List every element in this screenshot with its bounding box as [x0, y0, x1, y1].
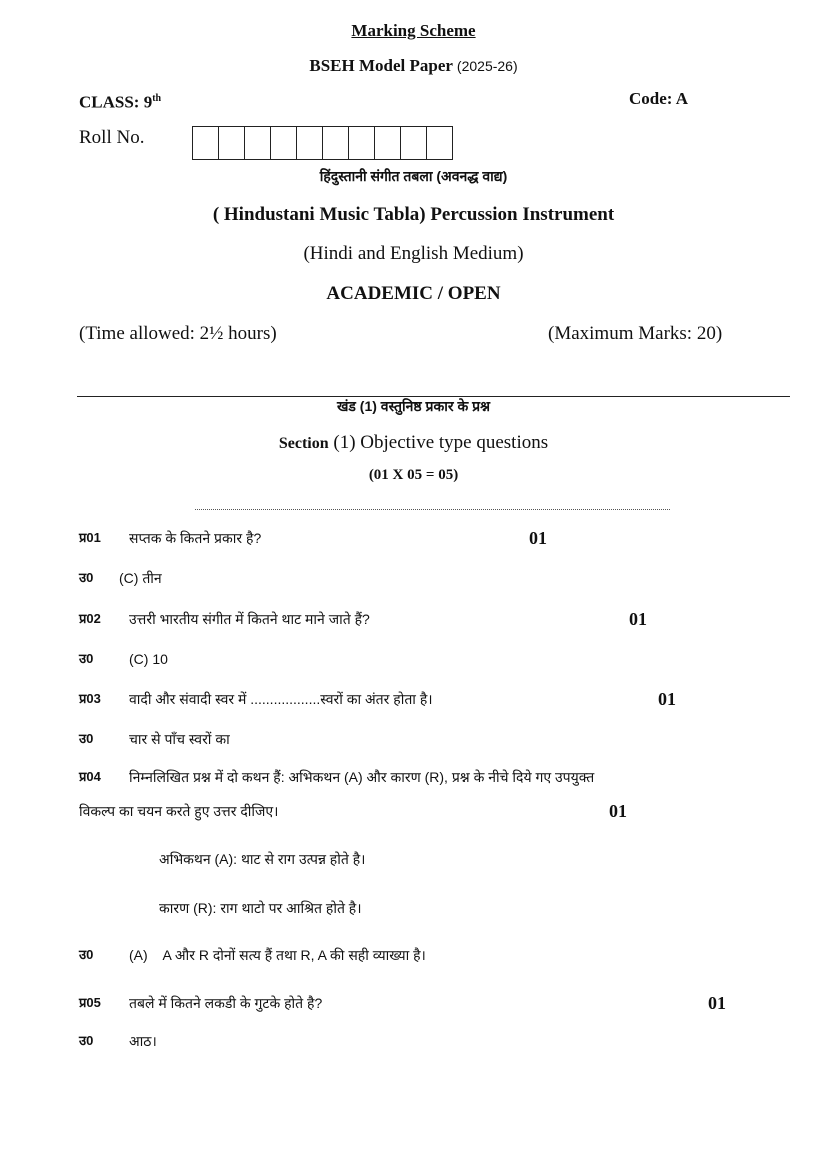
paper-name: BSEH Model Paper: [309, 56, 453, 75]
answer-label: उ0: [79, 570, 94, 585]
question-marks: 01: [529, 528, 547, 548]
section-rest: (1) Objective type questions: [328, 432, 549, 453]
roll-digit-box[interactable]: [218, 126, 245, 160]
paper-heading: [0, 56, 827, 77]
question-text: निम्नलिखित प्रश्न में दो कथन हैं: अभिकथन (A) और कारण (R), प्रश्न के नीचे दिये गए उपयुक्त: [129, 769, 595, 785]
dotted-separator: [195, 509, 670, 510]
roll-digit-box[interactable]: [348, 126, 375, 160]
question-label: प्र01: [79, 530, 101, 545]
question-label: प्र03: [79, 691, 101, 706]
answer-text: (C) तीन: [119, 570, 162, 586]
question-marks: 01: [609, 801, 627, 821]
stream: ACADEMIC / OPEN: [326, 283, 501, 304]
roll-digit-box[interactable]: [296, 126, 323, 160]
question-label: प्र05: [79, 995, 101, 1010]
class-sup: th: [152, 93, 162, 104]
question-text-continued: विकल्प का चयन करते हुए उत्तर दीजिए।: [79, 803, 279, 819]
section-bold: Section: [278, 435, 329, 452]
subject-english: ( Hindustani Music Tabla) Percussion Instrument: [212, 204, 615, 225]
time-allowed: (Time allowed: 2½ hours): [79, 323, 277, 344]
maximum-marks: (Maximum Marks: 20): [548, 323, 723, 344]
roll-label: Roll No.: [79, 127, 145, 148]
class-text: CLASS: 9: [79, 92, 153, 112]
question-marks: 01: [658, 689, 676, 709]
paper-code: Code: A: [629, 89, 689, 108]
question-text: वादी और संवादी स्वर में ..................स्वरों का अंतर होता है।: [129, 691, 433, 707]
question-marks: 01: [629, 609, 647, 629]
title-text: Marking Scheme: [351, 21, 476, 40]
answer-label: उ0: [79, 947, 94, 962]
roll-digit-box[interactable]: [244, 126, 271, 160]
section-title-english: [0, 433, 827, 454]
answer-label: उ0: [79, 651, 94, 666]
answer-label: उ0: [79, 1033, 94, 1048]
roll-digit-box[interactable]: [192, 126, 219, 160]
roll-digit-box[interactable]: [270, 126, 297, 160]
question-label: प्र02: [79, 611, 101, 626]
question-text: तबले में कितने लकडी के गुटके होते है?: [129, 995, 323, 1011]
question-text: सप्तक के कितने प्रकार है?: [129, 530, 262, 546]
medium: (Hindi and English Medium): [303, 243, 524, 264]
question-label: प्र04: [79, 769, 101, 784]
class-label: [79, 89, 161, 113]
roll-digit-box[interactable]: [322, 126, 349, 160]
roll-digit-box[interactable]: [426, 126, 453, 160]
assertion: अभिकथन (A): थाट से राग उत्पन्न होते है।: [159, 851, 366, 867]
section-title-hindi: खंड (1) वस्तुनिष्ठ प्रकार के प्रश्न: [336, 398, 491, 414]
document-title: [0, 21, 827, 41]
roll-number-boxes: [193, 126, 453, 160]
answer-label: उ0: [79, 731, 94, 746]
answer-text: (A) A और R दोनों सत्य हैं तथा R, A की सही व्याख्या है।: [129, 947, 426, 963]
answer-text: चार से पाँच स्वरों का: [129, 731, 230, 747]
question-marks: 01: [708, 993, 726, 1013]
reason: कारण (R): राग थाटो पर आश्रित होते है।: [159, 900, 362, 916]
answer-text: आठ।: [129, 1033, 157, 1049]
question-text: उत्तरी भारतीय संगीत में कितने थाट माने जाते हैं?: [129, 611, 370, 627]
session: (2025-26): [456, 58, 518, 74]
subject-hindi: हिंदुस्तानी संगीत तबला (अवनद्ध वाद्य): [319, 168, 508, 184]
roll-digit-box[interactable]: [400, 126, 427, 160]
roll-digit-box[interactable]: [374, 126, 401, 160]
section-marks: (01 X 05 = 05): [368, 467, 459, 483]
answer-text: (C) 10: [129, 651, 168, 667]
